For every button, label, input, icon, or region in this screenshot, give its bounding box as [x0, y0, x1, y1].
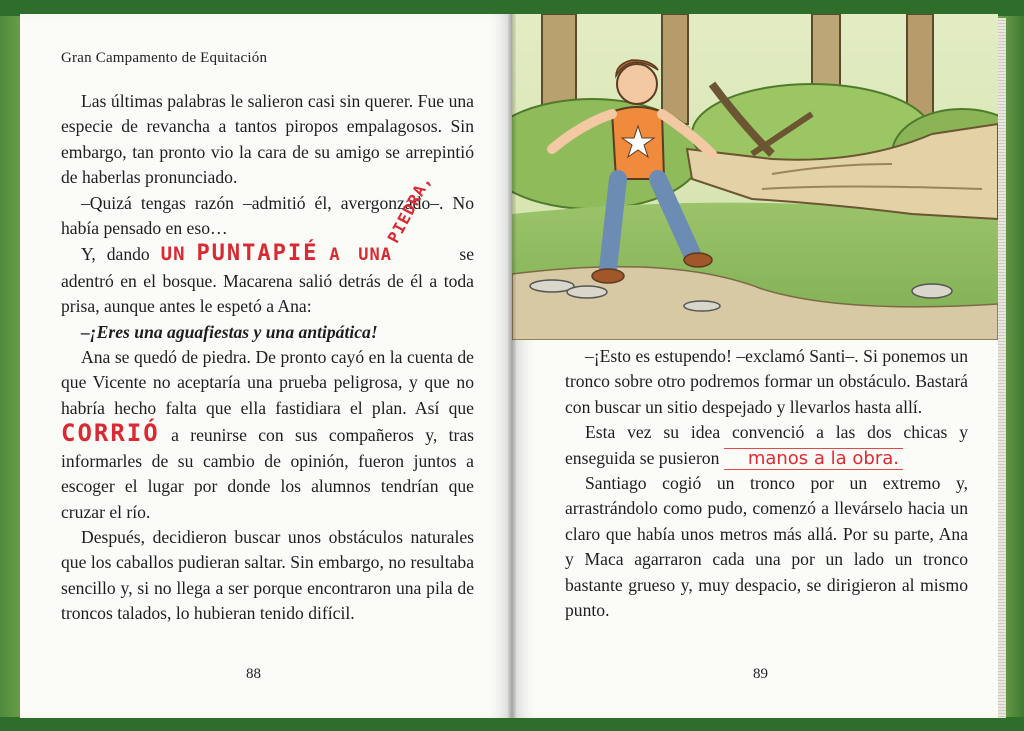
speech-line: –¡Eres una aguafiestas y una antipática! — [81, 321, 378, 342]
left-page-text — [61, 89, 474, 627]
paragraph: Las últimas palabras le salieron casi sin querer. Fue una especie de revancha a tantos piropos empalagosos. Sin embargo, tan pronto vio la cara de su amigo se arrepintió de haberlas pronunciado. — [61, 91, 474, 188]
cover-bottom-edge — [0, 717, 1024, 731]
decorative-word: UN — [160, 243, 186, 266]
page-number: 88 — [246, 666, 261, 682]
illustration-boy-dragging-log — [512, 14, 998, 340]
right-page-text — [565, 344, 968, 623]
page-number: 89 — [753, 666, 768, 682]
paragraph: Después, decidieron buscar unos obstáculos naturales que los caballos pudieran saltar. Sin embargo, no resultaba sencillo y, si no llega a ser porque encontraron una pila de troncos talados, lo hubieran tenido difícil. — [61, 526, 474, 624]
decorative-phrase: manos a la obra. — [724, 448, 903, 470]
paragraph — [565, 420, 968, 471]
decorative-word-rotated: PIEDRA, — [383, 171, 436, 247]
paragraph: Santiago cogió un tronco por un extremo y, arrastrándolo como pudo, comenzó a llevárselo hacia un claro que había unos metros más allá. Por su parte, Ana y Maca agarraron cada una por un lado un tronco bastante grueso y, muy despacio, se dirigieron al mismo punto. — [565, 473, 968, 621]
paragraph: –Quizá tengas razón –admitió él, avergonzado–. No había pensado en eso… — [61, 192, 474, 239]
right-page — [512, 14, 998, 718]
running-head: Gran Campamento de Equitación — [61, 50, 268, 66]
paragraph-text: Y, dando — [81, 244, 150, 265]
book-gutter — [508, 14, 516, 718]
page-edges — [998, 18, 1006, 718]
paragraph: –¡Esto es estupendo! –exclamó Santi–. Si ponemos un tronco sobre otro podremos formar un obstáculo. Bastará con buscar un sitio despejado y llevarlos hasta allí. — [565, 346, 968, 417]
decorative-word: CORRIÓ — [61, 419, 160, 448]
paragraph — [61, 345, 474, 525]
decorative-word: PUNTAPIÉ — [196, 241, 319, 267]
decorative-word: A UNA — [329, 245, 392, 266]
paragraph-text: a reunirse con sus compañeros y, tras informarles de su cambio de opinión, fueron juntos a escoger el lugar por donde los alumnos tendrían que cruzar el río. — [61, 425, 474, 522]
paragraph-text: se adentró en el bosque. Macarena salió detrás de él a toda prisa, aunque antes le espetó a Ana: — [61, 244, 474, 317]
paragraph-text: Esta vez su idea convenció a las dos chicas y enseguida se pusieron — [565, 422, 968, 468]
paragraph-text: Ana se quedó de piedra. De pronto cayó en la cuenta de que Vicente no aceptaría una prueba peligrosa, y que no habría hecho falta que ella fastidiara el plan. Así que — [61, 347, 474, 418]
left-page — [20, 14, 512, 718]
